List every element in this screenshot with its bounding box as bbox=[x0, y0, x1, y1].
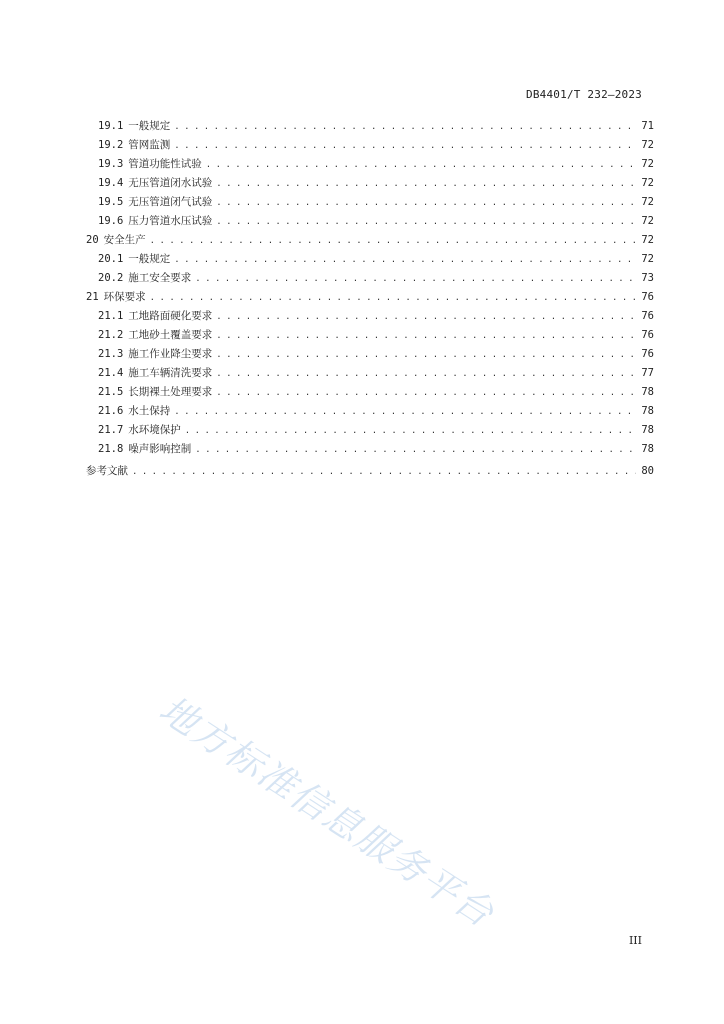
toc-entry-number: 21.8 bbox=[98, 443, 124, 455]
toc-entry-title: 一般规定 bbox=[128, 253, 171, 265]
toc-entry[interactable] bbox=[86, 117, 654, 136]
toc-dot-leader bbox=[216, 213, 636, 232]
toc-entry-page: 78 bbox=[641, 405, 654, 417]
toc-entry[interactable] bbox=[86, 364, 654, 383]
toc-entry[interactable] bbox=[86, 383, 654, 402]
toc-entry[interactable] bbox=[86, 231, 654, 250]
toc-dot-leader bbox=[216, 365, 636, 384]
toc-entry-number: 19.1 bbox=[98, 120, 124, 132]
toc-entry-number: 20.2 bbox=[98, 272, 124, 284]
toc-entry-title: 管网监测 bbox=[128, 139, 171, 151]
toc-entry-title: 水土保持 bbox=[128, 405, 171, 417]
toc-entry-page: 73 bbox=[641, 272, 654, 284]
toc-entry[interactable] bbox=[86, 193, 654, 212]
toc-entry-page: 76 bbox=[641, 291, 654, 303]
toc-entry-number: 21.5 bbox=[98, 386, 124, 398]
toc-entry-number: 21.6 bbox=[98, 405, 124, 417]
toc-dot-leader bbox=[195, 441, 636, 460]
toc-entry-title: 长期裸土处理要求 bbox=[128, 386, 213, 398]
toc-entry-title: 施工安全要求 bbox=[128, 272, 192, 284]
toc-entry-page: 78 bbox=[641, 424, 654, 436]
toc-entry-page: 72 bbox=[641, 253, 654, 265]
toc-entry-number: 19.5 bbox=[98, 196, 124, 208]
toc-entry-page: 72 bbox=[641, 234, 654, 246]
toc-entry-number: 20.1 bbox=[98, 253, 124, 265]
toc-entry-page: 72 bbox=[641, 158, 654, 170]
toc-entry[interactable] bbox=[86, 421, 654, 440]
toc-entry-page: 72 bbox=[641, 139, 654, 151]
toc-entry-title: 施工车辆清洗要求 bbox=[128, 367, 213, 379]
toc-dot-leader bbox=[216, 384, 636, 403]
toc-entry-number: 19.2 bbox=[98, 139, 124, 151]
toc-entry-number: 20 bbox=[86, 234, 99, 246]
toc-entry[interactable] bbox=[86, 307, 654, 326]
toc-entry-title: 环保要求 bbox=[103, 291, 146, 303]
toc-entry-title: 无压管道闭气试验 bbox=[128, 196, 213, 208]
toc-entry[interactable] bbox=[86, 174, 654, 193]
toc-entry-page: 76 bbox=[641, 310, 654, 322]
toc-entry-page: 72 bbox=[641, 215, 654, 227]
toc-entry-number: 21 bbox=[86, 291, 99, 303]
toc-entry-page: 72 bbox=[641, 196, 654, 208]
toc-dot-leader bbox=[206, 156, 636, 175]
toc-entry-number: 21.3 bbox=[98, 348, 124, 360]
toc-entry[interactable] bbox=[86, 155, 654, 174]
toc-dot-leader bbox=[174, 137, 636, 156]
toc-dot-leader bbox=[174, 251, 636, 270]
toc-entry-number: 21.4 bbox=[98, 367, 124, 379]
toc-entry-number: 21.2 bbox=[98, 329, 124, 341]
toc-dot-leader bbox=[174, 118, 636, 137]
document-code: DB4401/T 232—2023 bbox=[526, 88, 642, 101]
toc-dot-leader bbox=[150, 232, 636, 251]
toc-entry[interactable] bbox=[86, 136, 654, 155]
toc-entry-page: 80 bbox=[641, 465, 654, 477]
toc-entry-number: 19.4 bbox=[98, 177, 124, 189]
toc-dot-leader bbox=[195, 270, 636, 289]
toc-entry[interactable] bbox=[86, 250, 654, 269]
toc-entry-title: 参考文献 bbox=[86, 465, 128, 477]
toc-entry[interactable] bbox=[86, 269, 654, 288]
toc-entry-title: 水环境保护 bbox=[128, 424, 181, 436]
toc-entry[interactable] bbox=[86, 402, 654, 421]
toc-entry-title: 工地砂土覆盖要求 bbox=[128, 329, 213, 341]
toc-entry[interactable] bbox=[86, 326, 654, 345]
toc-entry-page: 78 bbox=[641, 443, 654, 455]
toc-entry-title: 工地路面硬化要求 bbox=[128, 310, 213, 322]
toc-entry[interactable] bbox=[86, 212, 654, 231]
toc-entry-page: 76 bbox=[641, 348, 654, 360]
toc-dot-leader bbox=[150, 289, 636, 308]
toc-entry[interactable] bbox=[86, 462, 654, 481]
table-of-contents bbox=[86, 117, 654, 481]
toc-dot-leader bbox=[216, 194, 636, 213]
toc-dot-leader bbox=[216, 346, 636, 365]
toc-entry-page: 72 bbox=[641, 177, 654, 189]
toc-entry-number: 19.3 bbox=[98, 158, 124, 170]
toc-entry-title: 噪声影响控制 bbox=[128, 443, 192, 455]
toc-entry-title: 压力管道水压试验 bbox=[128, 215, 213, 227]
watermark: 地方标准信息服务平台 bbox=[151, 687, 503, 937]
toc-dot-leader bbox=[174, 403, 636, 422]
toc-entry-page: 71 bbox=[641, 120, 654, 132]
toc-dot-leader bbox=[132, 463, 636, 482]
toc-entry[interactable] bbox=[86, 440, 654, 459]
toc-dot-leader bbox=[185, 422, 636, 441]
toc-dot-leader bbox=[216, 308, 636, 327]
toc-dot-leader bbox=[216, 175, 636, 194]
toc-entry-number: 21.1 bbox=[98, 310, 124, 322]
toc-entry-number: 21.7 bbox=[98, 424, 124, 436]
toc-entry[interactable] bbox=[86, 288, 654, 307]
toc-entry-page: 78 bbox=[641, 386, 654, 398]
toc-entry-title: 管道功能性试验 bbox=[128, 158, 202, 170]
toc-entry-title: 无压管道闭水试验 bbox=[128, 177, 213, 189]
toc-entry-title: 安全生产 bbox=[103, 234, 146, 246]
toc-entry-title: 施工作业降尘要求 bbox=[128, 348, 213, 360]
toc-entry-page: 76 bbox=[641, 329, 654, 341]
page-number: III bbox=[628, 934, 642, 947]
toc-entry-page: 77 bbox=[641, 367, 654, 379]
toc-entry-number: 19.6 bbox=[98, 215, 124, 227]
toc-entry-title: 一般规定 bbox=[128, 120, 171, 132]
toc-entry[interactable] bbox=[86, 345, 654, 364]
toc-dot-leader bbox=[216, 327, 636, 346]
